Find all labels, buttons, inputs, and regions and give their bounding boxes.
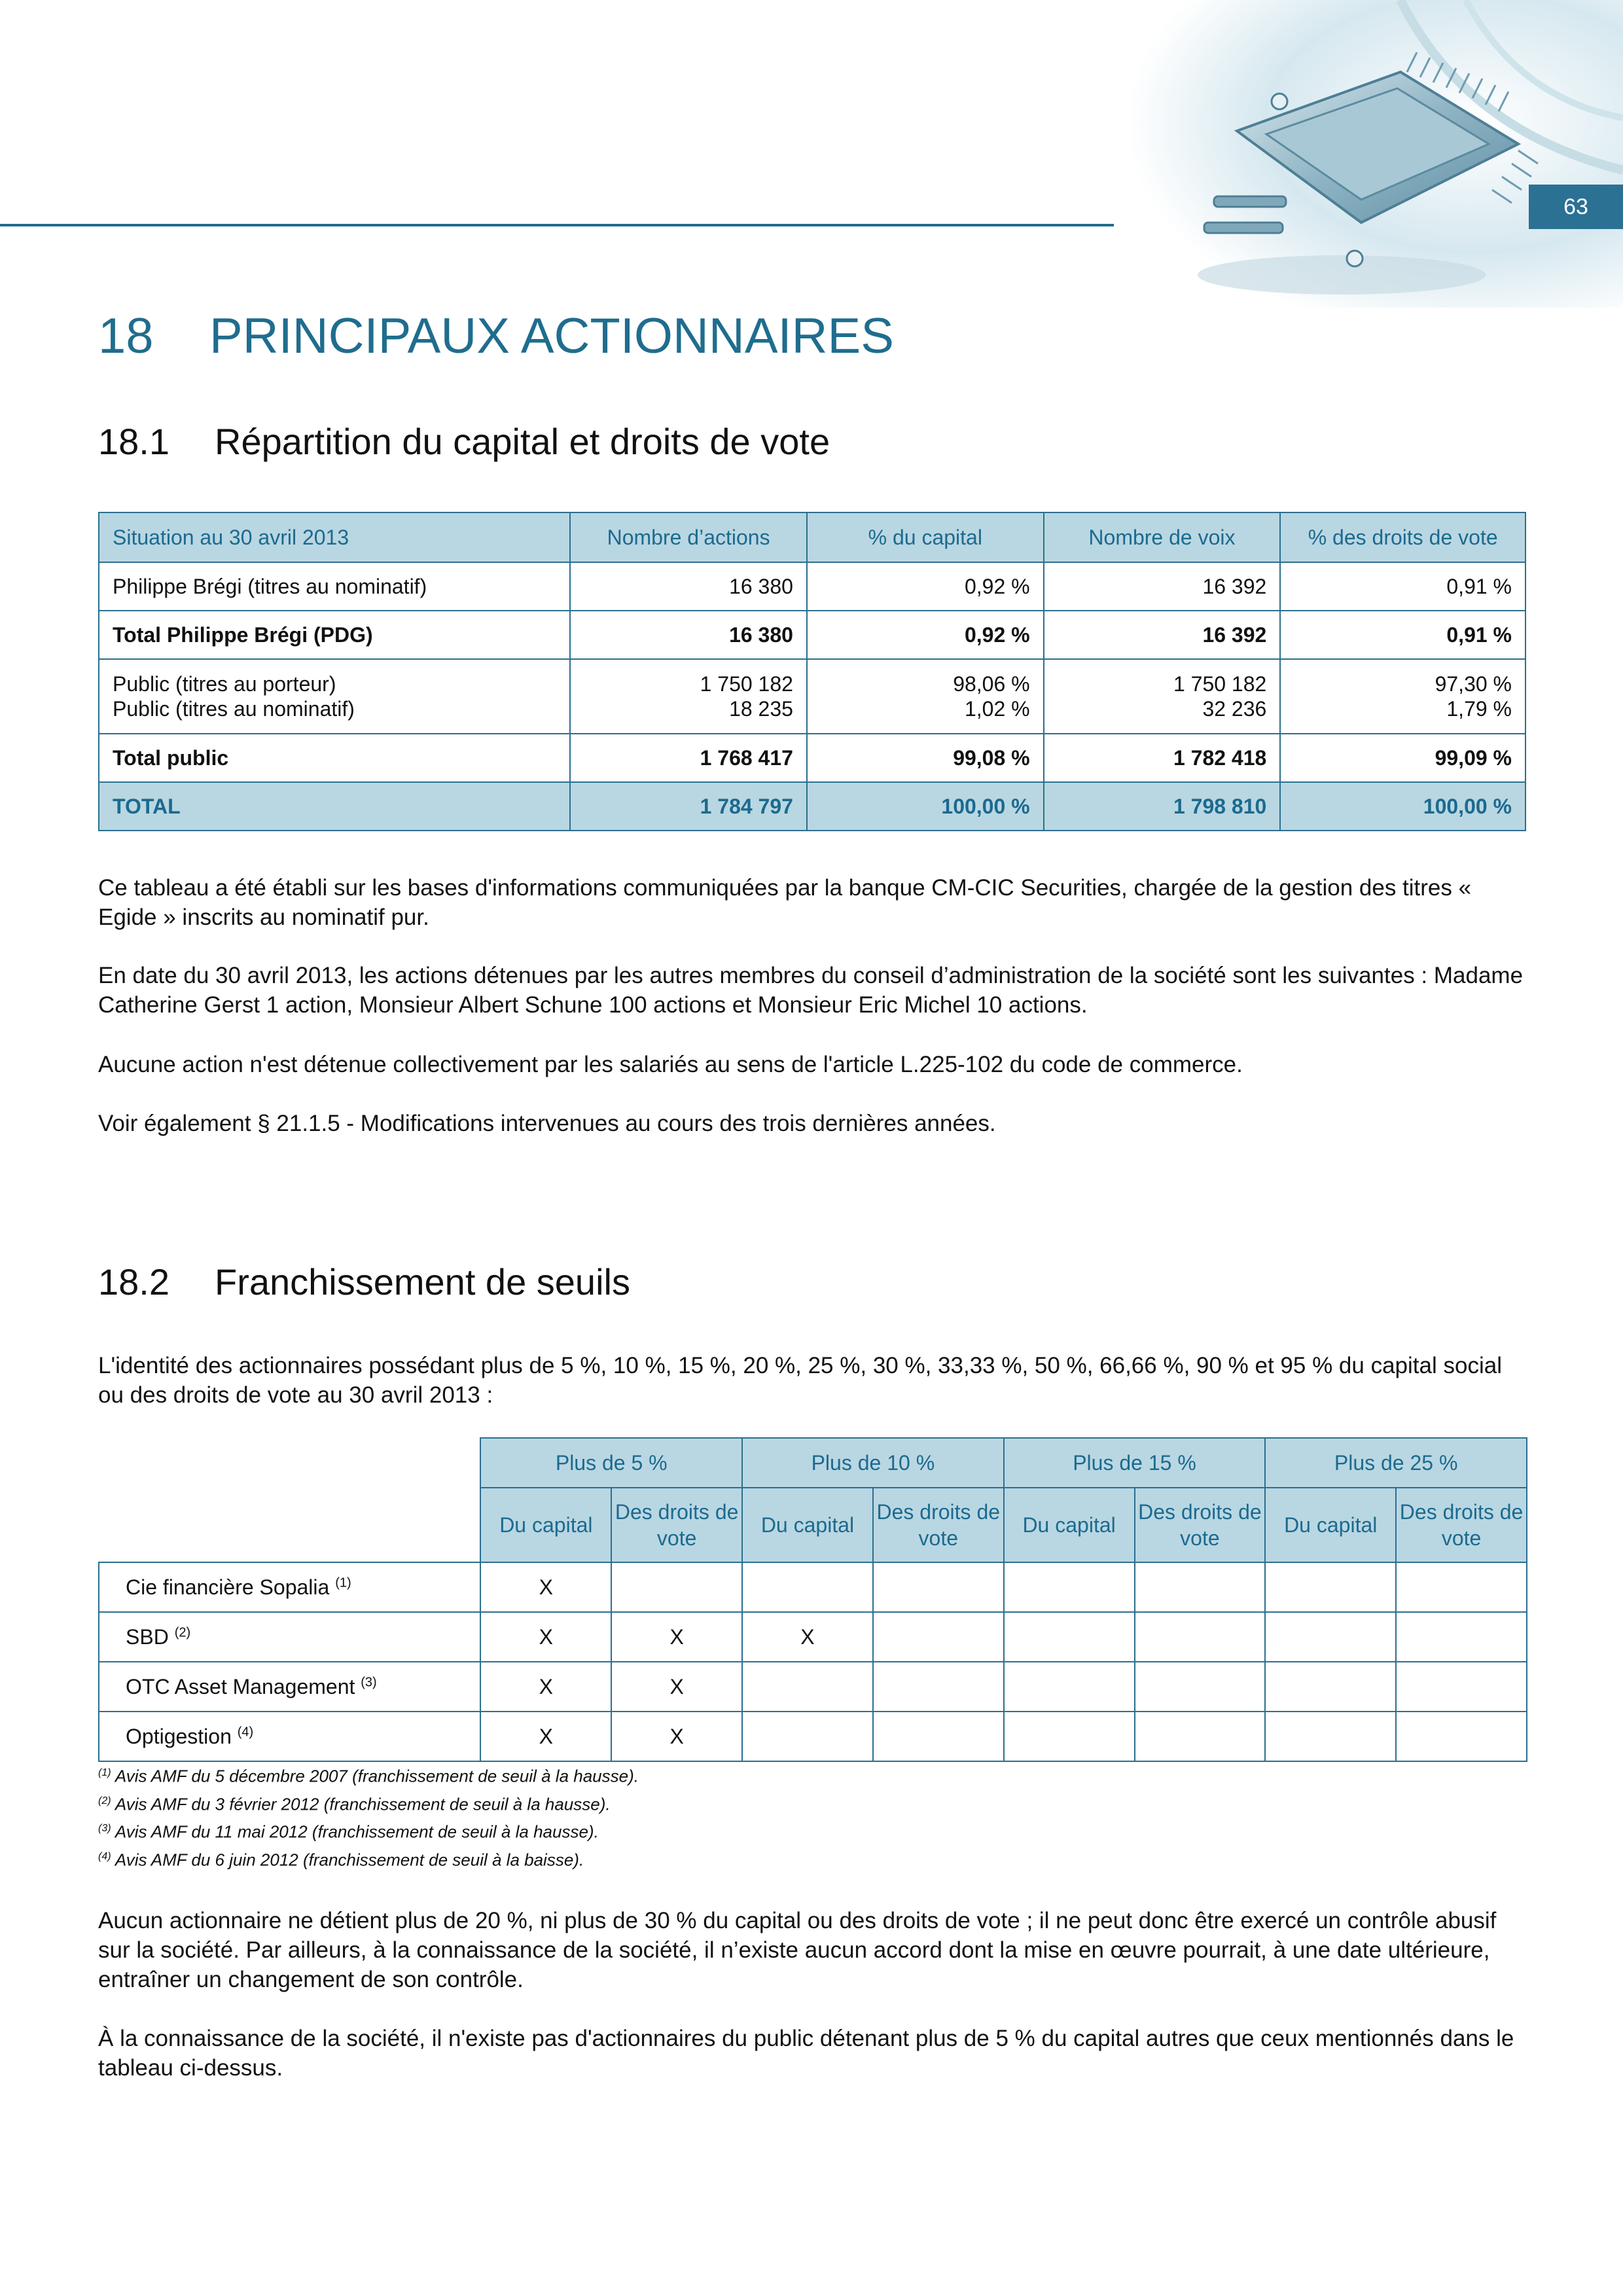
- shareholder-label: Optigestion: [126, 1724, 232, 1748]
- table-cell: [742, 1562, 873, 1612]
- table-row: [99, 611, 1525, 659]
- table-cell: X: [480, 1662, 611, 1712]
- cell-line: Public (titres au nominatif): [113, 697, 355, 721]
- table-cell: 1 798 810: [1044, 782, 1281, 831]
- table-cell: 16 380: [570, 611, 807, 659]
- table-cell: [873, 1562, 1004, 1612]
- column-header: Des droits de vote: [873, 1488, 1004, 1562]
- table-cell: [1004, 1612, 1135, 1662]
- table-cell: [1265, 1712, 1396, 1761]
- cell-line: 1 750 182: [700, 672, 793, 696]
- paragraph: L'identité des actionnaires possédant plus de 5 %, 10 %, 15 %, 20 %, 25 %, 30 %, 33,33 %, 50 %, 66,66 %, 90 % et 95 % du capital social ou des droits de vote au 30 avril 2013 :: [98, 1353, 1502, 1408]
- header-rule: [0, 224, 1114, 226]
- section-number: 18: [98, 308, 154, 364]
- column-group-header: Plus de 15 %: [1004, 1438, 1266, 1488]
- table-cell: 100,00 %: [1280, 782, 1525, 831]
- table-subheader-row: [99, 1488, 1527, 1562]
- table-cell: 1 782 418: [1044, 734, 1281, 782]
- shareholder-label: OTC Asset Management: [126, 1674, 355, 1698]
- shareholder-name: [99, 1612, 480, 1662]
- table-cell: Total public: [99, 734, 570, 782]
- blank-cell: [99, 1488, 480, 1562]
- table-cell: 16 392: [1044, 611, 1281, 659]
- table-cell: [873, 1712, 1004, 1761]
- table-cell: 99,09 %: [1280, 734, 1525, 782]
- table-row: [99, 1712, 1527, 1761]
- table-cell: [1396, 1662, 1527, 1712]
- table-row: [99, 1612, 1527, 1662]
- column-header: % du capital: [807, 512, 1044, 562]
- table-cell: [742, 1712, 873, 1761]
- paragraph: En date du 30 avril 2013, les actions détenues par les autres membres du conseil d’administration de la société sont les suivantes : Madame Catherine Gerst 1 action, Monsieur Albert Schune 100 actions et Monsieur Eric Michel 10 actions.: [98, 963, 1524, 1018]
- table-cell: X: [742, 1612, 873, 1662]
- table-cell: [570, 659, 807, 734]
- table-cell: [1135, 1712, 1266, 1761]
- table-cell: [873, 1612, 1004, 1662]
- table-cell: 0,91 %: [1280, 562, 1525, 611]
- table-cell: X: [611, 1662, 742, 1712]
- thresholds-table-body: [99, 1562, 1527, 1761]
- subsection-number: 18.2: [98, 1261, 169, 1302]
- section-title: PRINCIPAUX ACTIONNAIRES: [209, 308, 894, 364]
- table-cell: X: [611, 1612, 742, 1662]
- column-group-header: Plus de 10 %: [742, 1438, 1004, 1488]
- footnotes: [98, 1761, 639, 1873]
- table-header-row: [99, 512, 1525, 562]
- table-cell: 0,91 %: [1280, 611, 1525, 659]
- table-cell: [1280, 659, 1525, 734]
- footnote-mark: (2): [98, 1795, 111, 1806]
- footnote-text: Avis AMF du 3 février 2012 (franchissement de seuil à la hausse).: [115, 1794, 611, 1814]
- column-header: Du capital: [480, 1488, 611, 1562]
- table-cell: [1396, 1612, 1527, 1662]
- table-cell: 16 392: [1044, 562, 1281, 611]
- footnote: [98, 1816, 639, 1844]
- column-header: Des droits de vote: [1135, 1488, 1266, 1562]
- component-illustration: [1126, 0, 1623, 308]
- shareholder-label: SBD: [126, 1624, 169, 1649]
- footnote: [98, 1789, 639, 1817]
- cell-line: 97,30 %: [1435, 672, 1512, 696]
- paragraph: Aucune action n'est détenue collectivement par les salariés au sens de l'article L.225-102 du code de commerce.: [98, 1052, 1243, 1077]
- table-cell: [807, 659, 1044, 734]
- table-cell: [99, 659, 570, 734]
- table-cell: [1044, 659, 1281, 734]
- footnote: [98, 1844, 639, 1873]
- shareholder-label: Cie financière Sopalia: [126, 1575, 330, 1599]
- cell-line: 1,02 %: [964, 697, 1030, 721]
- table-cell: [873, 1662, 1004, 1712]
- footnote-ref: (3): [361, 1674, 377, 1689]
- column-group-header: Plus de 25 %: [1265, 1438, 1527, 1488]
- paragraph: À la connaissance de la société, il n'existe pas d'actionnaires du public détenant plus de 5 % du capital autres que ceux mentionnés dans le tableau ci-dessus.: [98, 2026, 1514, 2081]
- column-header: Des droits de vote: [1396, 1488, 1527, 1562]
- table-row: [99, 659, 1525, 734]
- shareholder-name: [99, 1662, 480, 1712]
- table-row: [99, 734, 1525, 782]
- footnote-ref: (4): [237, 1724, 254, 1739]
- table-cell: 1 784 797: [570, 782, 807, 831]
- table-header-row: [99, 1438, 1527, 1488]
- shareholder-name: [99, 1712, 480, 1761]
- table-cell: [1265, 1612, 1396, 1662]
- table-cell: Philippe Brégi (titres au nominatif): [99, 562, 570, 611]
- column-header: Nombre de voix: [1044, 512, 1281, 562]
- capital-table: [98, 512, 1526, 831]
- table-cell: [1135, 1612, 1266, 1662]
- table-row: [99, 562, 1525, 611]
- cell-line: 1,79 %: [1446, 697, 1512, 721]
- column-group-header: Plus de 5 %: [480, 1438, 742, 1488]
- subsection-heading-1: [98, 420, 830, 463]
- column-header: Du capital: [1004, 1488, 1135, 1562]
- subsection-heading-2: [98, 1261, 630, 1303]
- footnote-ref: (1): [335, 1575, 351, 1590]
- subsection-title: Franchissement de seuils: [215, 1261, 630, 1302]
- cell-line: 1 750 182: [1173, 672, 1267, 696]
- footnote: [98, 1761, 639, 1789]
- column-header: Des droits de vote: [611, 1488, 742, 1562]
- table-cell: [611, 1562, 742, 1612]
- footnote-ref: (2): [174, 1624, 191, 1640]
- table-cell: [1004, 1562, 1135, 1612]
- table-cell: 0,92 %: [807, 562, 1044, 611]
- table-total-row: [99, 782, 1525, 831]
- table-cell: X: [480, 1562, 611, 1612]
- section-heading: [98, 308, 894, 365]
- table-cell: [1265, 1662, 1396, 1712]
- footnote-mark: (3): [98, 1823, 111, 1835]
- table-cell: 100,00 %: [807, 782, 1044, 831]
- table-cell: [1135, 1662, 1266, 1712]
- table-cell: Total Philippe Brégi (PDG): [99, 611, 570, 659]
- footnote-text: Avis AMF du 6 juin 2012 (franchissement de seuil à la baisse).: [115, 1850, 584, 1870]
- table-row: [99, 1662, 1527, 1712]
- footnote-text: Avis AMF du 11 mai 2012 (franchissement de seuil à la hausse).: [115, 1821, 599, 1842]
- table-cell: X: [611, 1712, 742, 1761]
- table-cell: [1004, 1712, 1135, 1761]
- cell-line: 98,06 %: [953, 672, 1030, 696]
- footnote-text: Avis AMF du 5 décembre 2007 (franchissement de seuil à la hausse).: [115, 1766, 639, 1786]
- paragraph: Ce tableau a été établi sur les bases d'informations communiquées par la banque CM-CIC Securities, chargée de la gestion des titres « Egide » inscrits au nominatif pur.: [98, 875, 1472, 930]
- column-header: Du capital: [742, 1488, 873, 1562]
- table-cell: [1265, 1562, 1396, 1612]
- table-cell: TOTAL: [99, 782, 570, 831]
- paragraph: Aucun actionnaire ne détient plus de 20 %, ni plus de 30 % du capital ou des droits de vote ; il ne peut donc être exercé un contrôle abusif sur la société. Par ailleurs, à la connaissance de la société, il n’existe aucun accord dont la mise en œuvre pourrait, à une date ultérieure, entraîner un changement de son contrôle.: [98, 1908, 1497, 1992]
- cell-line: 32 236: [1202, 697, 1267, 721]
- page-number: 63: [1529, 185, 1623, 229]
- column-header: Situation au 30 avril 2013: [99, 512, 570, 562]
- subsection-title: Répartition du capital et droits de vote: [215, 421, 830, 462]
- column-header: % des droits de vote: [1280, 512, 1525, 562]
- column-header: Du capital: [1265, 1488, 1396, 1562]
- column-header: Nombre d’actions: [570, 512, 807, 562]
- footnote-mark: (4): [98, 1850, 111, 1862]
- subsection-number: 18.1: [98, 421, 169, 462]
- table-cell: [1135, 1562, 1266, 1612]
- table-row: [99, 1562, 1527, 1612]
- footnote-mark: (1): [98, 1767, 111, 1778]
- table-cell: [1396, 1712, 1527, 1761]
- table-cell: 16 380: [570, 562, 807, 611]
- table-cell: 99,08 %: [807, 734, 1044, 782]
- thresholds-table: [98, 1437, 1527, 1762]
- blank-cell: [99, 1438, 480, 1488]
- paragraph: Voir également § 21.1.5 - Modifications intervenues au cours des trois dernières années.: [98, 1111, 996, 1136]
- table-cell: 1 768 417: [570, 734, 807, 782]
- table-cell: X: [480, 1612, 611, 1662]
- cell-line: Public (titres au porteur): [113, 672, 336, 696]
- cell-line: 18 235: [729, 697, 793, 721]
- table-cell: [1396, 1562, 1527, 1612]
- table-cell: [742, 1662, 873, 1712]
- table-cell: [1004, 1662, 1135, 1712]
- shareholder-name: [99, 1562, 480, 1612]
- table-cell: 0,92 %: [807, 611, 1044, 659]
- table-cell: X: [480, 1712, 611, 1761]
